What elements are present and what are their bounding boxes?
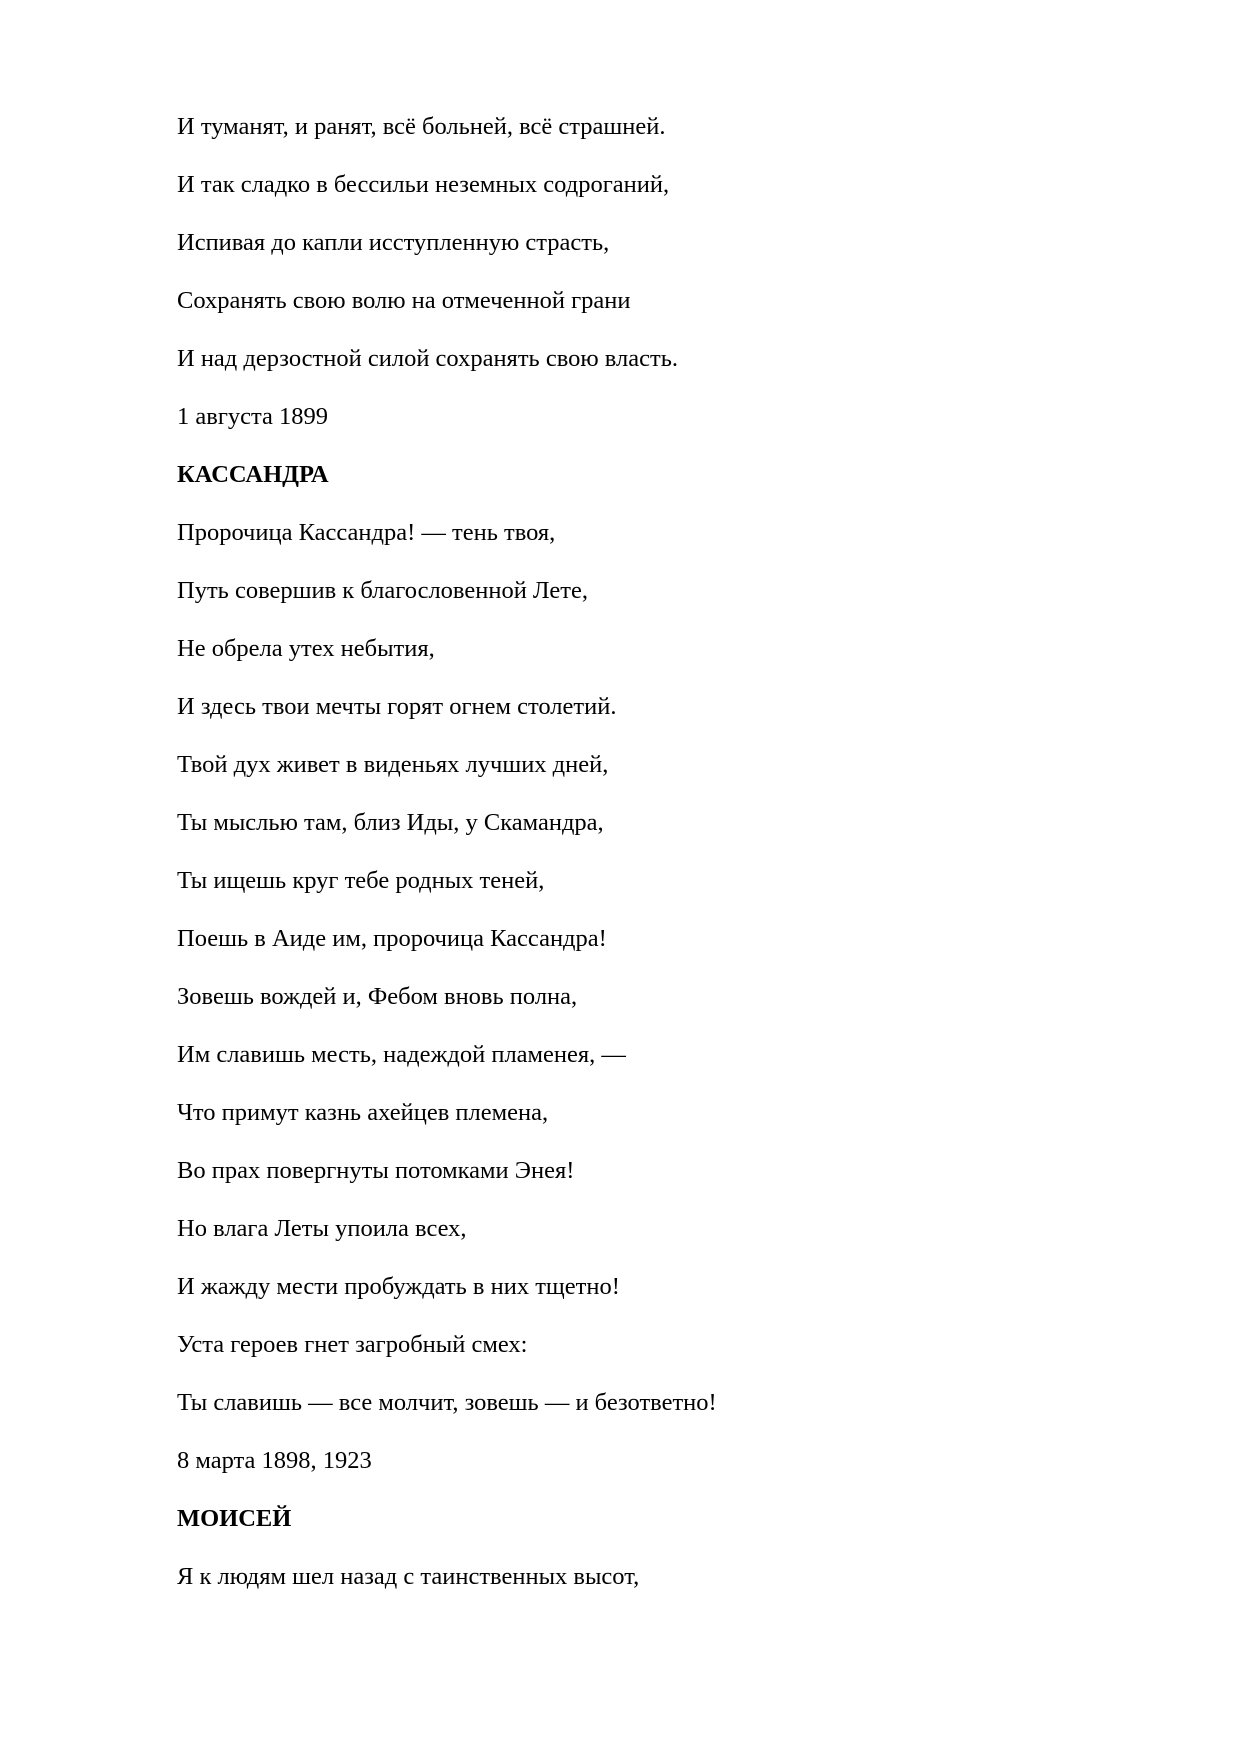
verse-line: И туманят, и ранят, всё больней, всё страшней. <box>177 113 666 140</box>
verse-line: Поешь в Аиде им, пророчица Кассандра! <box>177 925 607 952</box>
poem-date: 1 августа 1899 <box>177 403 328 430</box>
verse-line: Путь совершив к благословенной Лете, <box>177 577 588 604</box>
verse-line: Им славишь месть, надеждой пламенея, — <box>177 1041 626 1068</box>
poem-title: КАССАНДРА <box>177 461 329 488</box>
document-page <box>177 112 1157 1620</box>
poem-title: МОИСЕЙ <box>177 1505 292 1532</box>
poem-date: 8 марта 1898, 1923 <box>177 1447 372 1474</box>
verse-line: Пророчица Кассандра! — тень твоя, <box>177 519 556 546</box>
verse-line: И жажду мести пробуждать в них тщетно! <box>177 1273 620 1300</box>
verse-line: Ты ищешь круг тебе родных теней, <box>177 867 545 894</box>
verse-line: Твой дух живет в виденьях лучших дней, <box>177 751 609 778</box>
verse-line: И здесь твои мечты горят огнем столетий. <box>177 693 617 720</box>
verse-line: И так сладко в бессильи неземных содроганий, <box>177 171 670 198</box>
verse-line: Ты славишь — все молчит, зовешь — и безответно! <box>177 1389 717 1416</box>
verse-line: Я к людям шел назад с таинственных высот, <box>177 1563 640 1590</box>
verse-line: Испивая до капли исступленную страсть, <box>177 229 610 256</box>
verse-line: Но влага Леты упоила всех, <box>177 1215 467 1242</box>
verse-line: Во прах повергнуты потомками Энея! <box>177 1157 575 1184</box>
verse-line: Сохранять свою волю на отмеченной грани <box>177 287 631 314</box>
verse-line: Уста героев гнет загробный смех: <box>177 1331 528 1358</box>
verse-line: Не обрела утех небытия, <box>177 635 435 662</box>
verse-line: Зовешь вождей и, Фебом вновь полна, <box>177 983 578 1010</box>
verse-line: Что примут казнь ахейцев племена, <box>177 1099 549 1126</box>
verse-line: Ты мыслью там, близ Иды, у Скамандра, <box>177 809 604 836</box>
verse-line: И над дерзостной силой сохранять свою власть. <box>177 345 679 372</box>
